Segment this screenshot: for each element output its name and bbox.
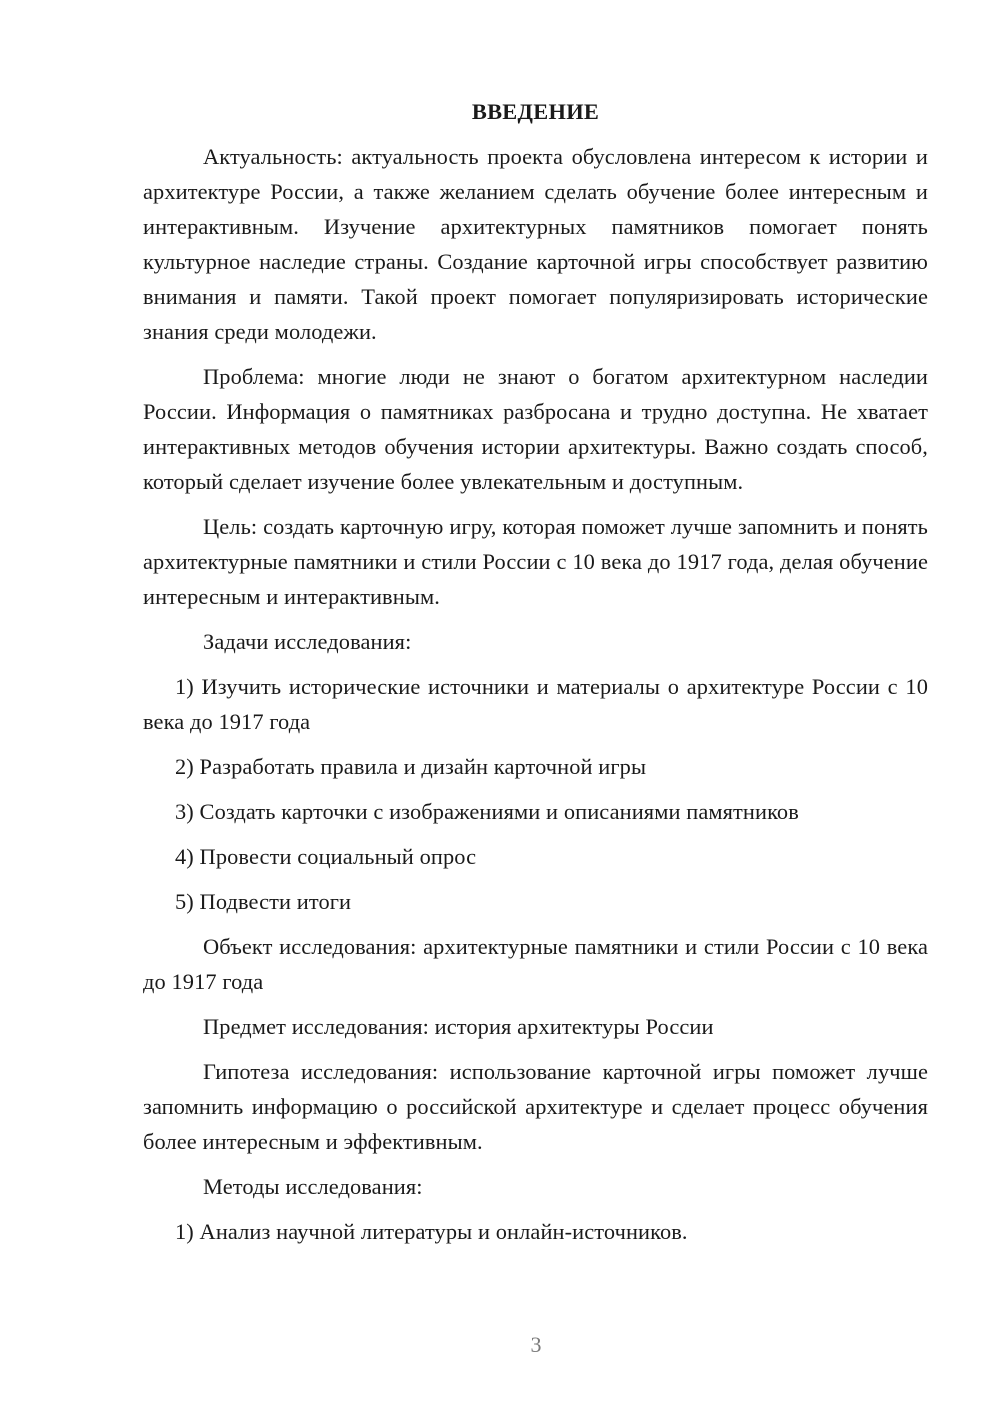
paragraph-object: Объект исследования: архитектурные памятники и стили России с 10 века до 1917 года — [143, 934, 928, 994]
document-body — [143, 94, 928, 1259]
page-number: 3 — [530, 1332, 542, 1357]
paragraph-relevance: Актуальность: актуальность проекта обусловлена интересом к истории и архитектуре России, а также желанием сделать обучение более интересным и интерактивным. Изучение архитектурных памятников помогает понять культурное наследие страны. Создание карточной игры способствует развитию внимания и памяти. Такой проект помогает популяризировать исторические знания среди молодежи. — [143, 144, 928, 344]
tasks-heading: Задачи исследования: — [203, 629, 412, 654]
paragraph-goal: Цель: создать карточную игру, которая поможет лучше запомнить и понять архитектурные памятники и стили России с 10 века до 1917 года, делая обучение интересным и интерактивным. — [143, 514, 928, 609]
task-item-1: 1) Изучить исторические источники и материалы о архитектуре России с 10 века до 1917 года — [143, 674, 928, 734]
method-item-1: 1) Анализ научной литературы и онлайн-источников. — [175, 1219, 688, 1244]
section-title: ВВЕДЕНИЕ — [471, 99, 600, 124]
task-item-2: 2) Разработать правила и дизайн карточной игры — [175, 754, 647, 779]
paragraph-hypothesis: Гипотеза исследования: использование карточной игры поможет лучше запомнить информацию о российской архитектуре и сделает процесс обучения более интересным и эффективным. — [143, 1059, 928, 1154]
task-item-5: 5) Подвести итоги — [175, 889, 352, 914]
methods-heading: Методы исследования: — [203, 1174, 423, 1199]
paragraph-subject: Предмет исследования: история архитектуры России — [203, 1014, 714, 1039]
paragraph-problem: Проблема: многие люди не знают о богатом архитектурном наследии России. Информация о памятниках разбросана и трудно доступна. Не хватает интерактивных методов обучения истории архитектуры. Важно создать способ, который сделает изучение более увлекательным и доступным. — [143, 364, 928, 494]
task-item-4: 4) Провести социальный опрос — [175, 844, 477, 869]
task-item-3: 3) Создать карточки с изображениями и описаниями памятников — [175, 799, 799, 824]
